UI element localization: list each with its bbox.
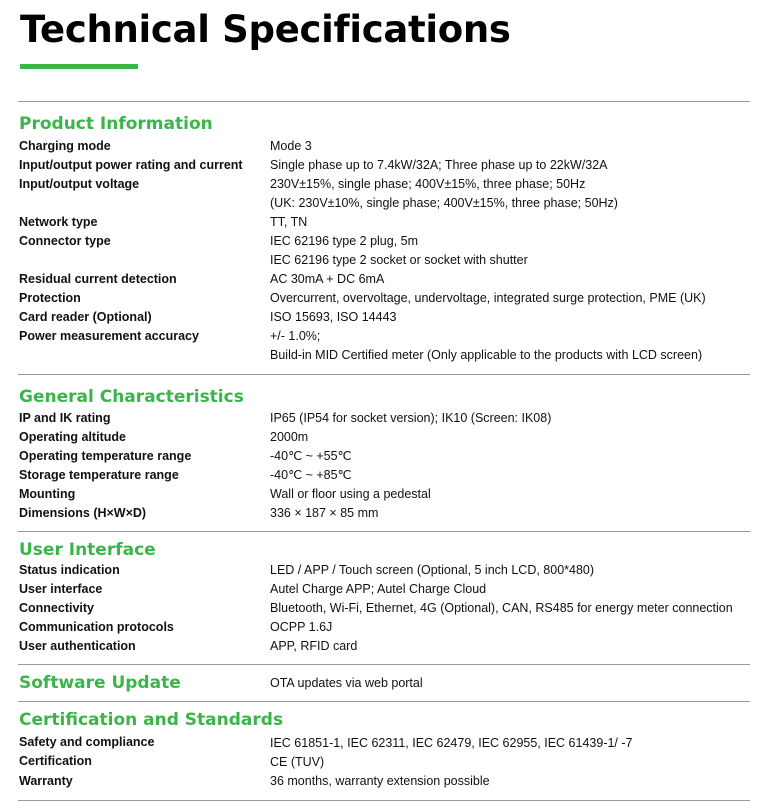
section-heading-software-update: Software Update	[19, 673, 181, 693]
section-heading-product-information: Product Information	[19, 114, 213, 134]
spec-value: (UK: 230V±10%, single phase; 400V±15%, three phase; 50Hz)	[270, 196, 618, 210]
spec-row-certification	[0, 752, 772, 771]
spec-value: IEC 62196 type 2 plug, 5m	[270, 234, 419, 248]
spec-label: Storage temperature range	[19, 468, 179, 482]
spec-value: 336 × 187 × 85 mm	[270, 506, 379, 520]
spec-label: Warranty	[19, 774, 73, 788]
spec-label: IP and IK rating	[19, 411, 111, 425]
spec-row-network-type	[0, 213, 772, 232]
spec-label: Connectivity	[19, 601, 95, 615]
spec-label: Connector type	[19, 234, 111, 248]
spec-row-operating-altitude	[0, 428, 772, 447]
spec-row-user-authentication	[0, 637, 772, 656]
spec-value: IP65 (IP54 for socket version); IK10 (Screen: IK08)	[270, 411, 552, 425]
spec-label: Safety and compliance	[19, 735, 155, 749]
spec-label: Certification	[19, 754, 92, 768]
spec-row-dimensions	[0, 504, 772, 523]
spec-label: Network type	[19, 215, 98, 229]
spec-row-user-interface	[0, 580, 772, 599]
spec-row-measurement-accuracy	[0, 327, 772, 346]
spec-row-operating-temperature	[0, 447, 772, 466]
spec-row-protection	[0, 289, 772, 308]
section-heading-certification: Certification and Standards	[19, 710, 284, 730]
spec-value: Build-in MID Certified meter (Only applicable to the products with LCD screen)	[270, 348, 703, 362]
spec-value: APP, RFID card	[270, 639, 358, 653]
section-heading-user-interface: User Interface	[19, 540, 156, 560]
spec-row-safety-compliance	[0, 733, 772, 752]
spec-label: Communication protocols	[19, 620, 174, 634]
spec-row-communication-protocols	[0, 618, 772, 637]
spec-label: Mounting	[19, 487, 76, 501]
spec-row-connector-type	[0, 232, 772, 251]
spec-row-connector-type-continued	[0, 251, 772, 270]
spec-label: Protection	[19, 291, 81, 305]
spec-row-voltage	[0, 175, 772, 194]
divider	[18, 701, 750, 702]
spec-value: TT, TN	[270, 215, 308, 229]
spec-value: -40℃ ~ +55℃	[270, 449, 352, 463]
spec-value: 36 months, warranty extension possible	[270, 774, 490, 788]
spec-value: CE (TUV)	[270, 755, 325, 769]
spec-label: Dimensions (H×W×D)	[19, 506, 147, 520]
spec-label: Status indication	[19, 563, 120, 577]
spec-label: Residual current detection	[19, 272, 177, 286]
spec-row-charging-mode	[0, 137, 772, 156]
spec-value: Mode 3	[270, 139, 312, 153]
spec-row-connectivity	[0, 599, 772, 618]
spec-value: +/- 1.0%;	[270, 329, 321, 343]
spec-value: IEC 61851-1, IEC 62311, IEC 62479, IEC 62955, IEC 61439-1/ -7	[270, 736, 633, 750]
divider	[18, 664, 750, 665]
spec-label: Card reader (Optional)	[19, 310, 152, 324]
divider	[18, 101, 750, 102]
spec-value: Single phase up to 7.4kW/32A; Three phase up to 22kW/32A	[270, 158, 608, 172]
spec-value: Overcurrent, overvoltage, undervoltage, integrated surge protection, PME (UK)	[270, 291, 706, 305]
title-underline	[20, 64, 138, 69]
spec-value: IEC 62196 type 2 socket or socket with shutter	[270, 253, 528, 267]
spec-value: 2000m	[270, 430, 309, 444]
spec-value: 230V±15%, single phase; 400V±15%, three phase; 50Hz	[270, 177, 586, 191]
spec-row-mounting	[0, 485, 772, 504]
spec-row-measurement-accuracy-continued	[0, 346, 772, 365]
spec-value: Autel Charge APP; Autel Charge Cloud	[270, 582, 487, 596]
spec-row-ip-ik-rating	[0, 409, 772, 428]
spec-label: Operating temperature range	[19, 449, 192, 463]
spec-value: ISO 15693, ISO 14443	[270, 310, 397, 324]
page-title: Technical Specifications	[20, 8, 511, 51]
spec-value: OCPP 1.6J	[270, 620, 333, 634]
spec-row-warranty	[0, 772, 772, 791]
spec-label: User interface	[19, 582, 103, 596]
spec-label: User authentication	[19, 639, 136, 653]
spec-row-storage-temperature	[0, 466, 772, 485]
spec-label: Power measurement accuracy	[19, 329, 199, 343]
spec-row-card-reader	[0, 308, 772, 327]
spec-label: Charging mode	[19, 139, 111, 153]
spec-row-status-indication	[0, 561, 772, 580]
spec-label: Input/output voltage	[19, 177, 140, 191]
spec-value: -40℃ ~ +85℃	[270, 468, 352, 482]
divider	[18, 531, 750, 532]
spec-value: LED / APP / Touch screen (Optional, 5 inch LCD, 800*480)	[270, 563, 595, 577]
spec-row-voltage-continued	[0, 194, 772, 213]
divider	[18, 800, 750, 801]
spec-label: Input/output power rating and current	[19, 158, 243, 172]
spec-value-software-update: OTA updates via web portal	[270, 676, 423, 690]
divider	[18, 374, 750, 375]
spec-value: Bluetooth, Wi-Fi, Ethernet, 4G (Optional), CAN, RS485 for energy meter connection	[270, 601, 733, 615]
spec-value: Wall or floor using a pedestal	[270, 487, 431, 501]
spec-label: Operating altitude	[19, 430, 126, 444]
spec-row-power-rating	[0, 156, 772, 175]
spec-row-residual-current	[0, 270, 772, 289]
section-heading-general-characteristics: General Characteristics	[19, 387, 244, 407]
spec-value: AC 30mA + DC 6mA	[270, 272, 385, 286]
